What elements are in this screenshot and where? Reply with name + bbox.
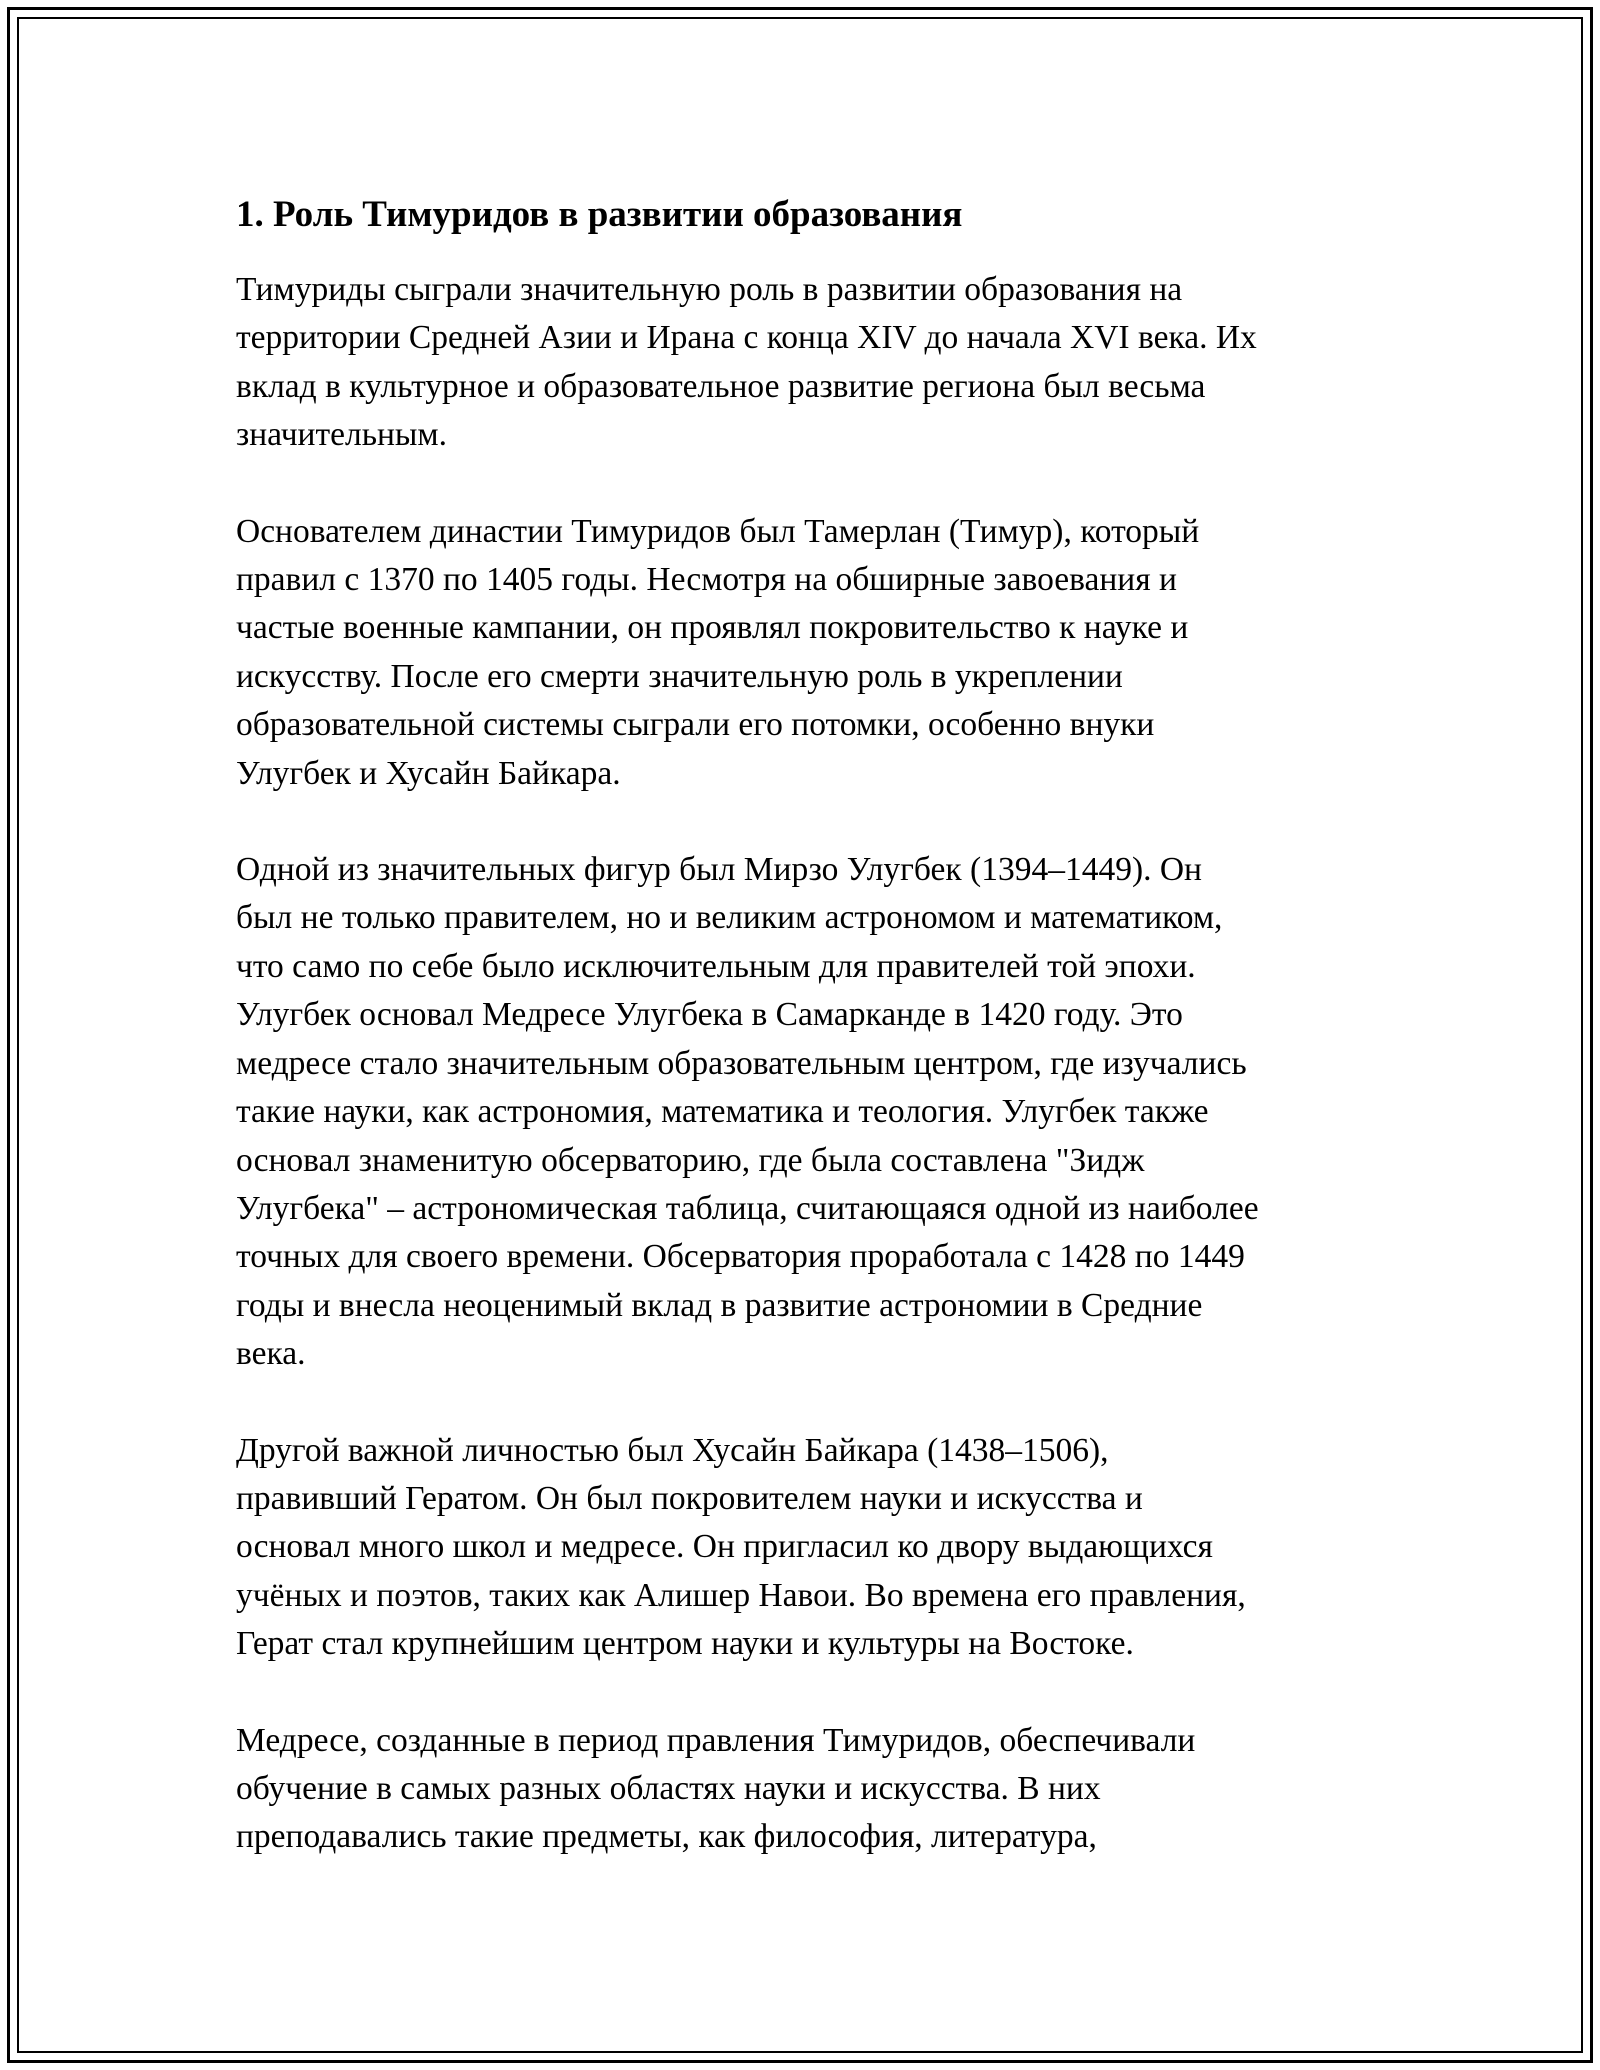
paragraph-husayn-bayqara: Другой важной личностью был Хусайн Байкара (1438–1506), правивший Гератом. Он был покровителем науки и искусства и основал много школ и медресе. Он пригласил ко двору выдающихся учёных и поэтов, таких как Алишер Навои. Во времена его правления, Герат стал крупнейшим центром науки и культуры на Востоке. [236, 1431, 1246, 1663]
document-body [236, 190, 1376, 1862]
paragraph-madrasas: Медресе, созданные в период правления Тимуридов, обеспечивали обучение в самых разных областях науки и искусства. В них преподавались такие предметы, как философия, литература, [236, 1721, 1196, 1856]
section-heading: 1. Роль Тимуридов в развитии образования [236, 194, 963, 235]
paragraph-tamerlane: Основателем династии Тимуридов был Тамерлан (Тимур), который правил с 1370 по 1405 годы. Несмотря на обширные завоевания и частые военные кампании, он проявлял покровительство к науке и искусству. После его смерти значительную роль в укреплении образовательной системы сыграли его потомки, особенно внуки Улугбек и Хусайн Байкара. [236, 512, 1200, 792]
paragraph-intro: Тимуриды сыграли значительную роль в развитии образования на территории Средней Азии и Ирана с конца XIV до начала XVI века. Их вклад в культурное и образовательное развитие региона был весьма значительным. [236, 271, 1257, 454]
paragraph-ulugbek: Одной из значительных фигур был Мирзо Улугбек (1394–1449). Он был не только правителем, но и великим астрономом и математиком, что само по себе было исключительным для правителей той эпохи. Улугбек основал Медресе Улугбека в Самарканде в 1420 году. Это медресе стало значительным образовательным центром, где изучались такие науки, как астрономия, математика и теология. Улугбек также основал знаменитую обсерваторию, где была составлена "Зидж Улугбека" – астрономическая таблица, считающаяся одной из наиболее точных для своего времени. Обсерватория проработала с 1428 по 1449 годы и внесла неоценимый вклад в развитие астрономии в Средние века. [236, 851, 1259, 1373]
